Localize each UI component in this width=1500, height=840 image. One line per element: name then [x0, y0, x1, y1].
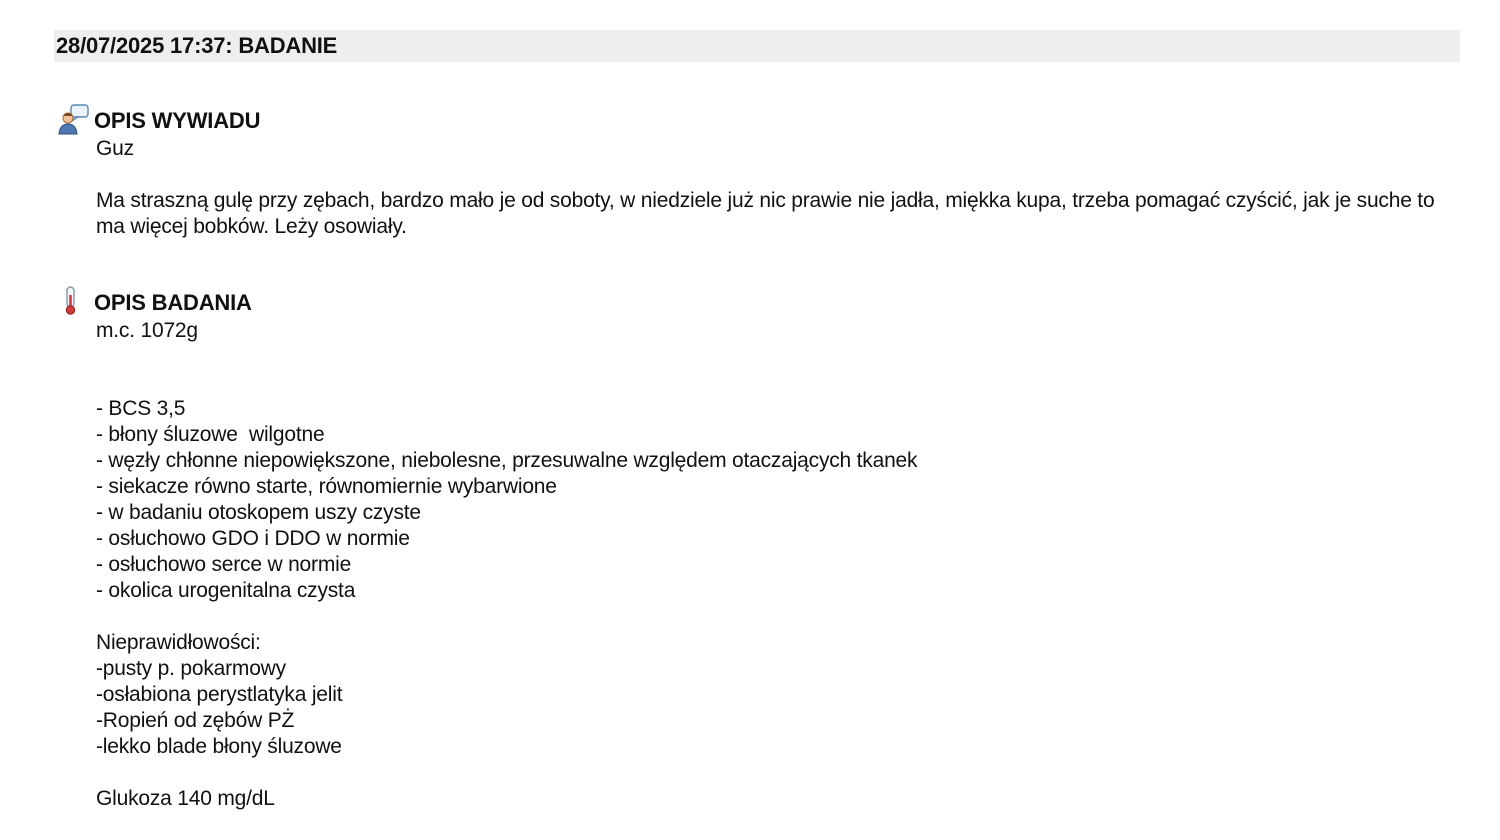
interview-section: [56, 106, 1456, 240]
finding-item: - siekacze równo starte, równomiernie wybarwione: [96, 475, 557, 498]
abnormality-item: -osłabiona perystlatyka jelit: [96, 683, 343, 706]
interview-description: Ma straszną gulę przy zębach, bardzo mało je od soboty, w niedziele już nic prawie nie jadła, miękka kupa, trzeba pomagać czyścić, jak je suche to ma więcej bobków. Leży osowiały.: [96, 189, 1435, 238]
person-speech-bubble-icon: [56, 104, 90, 136]
record-header: [54, 30, 1460, 62]
abnormalities-list: [96, 656, 1456, 760]
examination-section-header: [56, 288, 1456, 318]
interview-section-header: [56, 106, 1456, 136]
abnormality-item: -lekko blade błony śluzowe: [96, 735, 342, 758]
finding-item: - osłuchowo GDO i DDO w normie: [96, 527, 410, 550]
finding-item: - BCS 3,5: [96, 397, 186, 420]
thermometer-icon: [56, 286, 90, 318]
record-title: 28/07/2025 17:37: BADANIE: [56, 33, 338, 58]
examination-section: [56, 288, 1456, 812]
finding-item: - osłuchowo serce w normie: [96, 553, 352, 576]
interview-body: [96, 136, 1456, 240]
finding-item: - błony śluzowe wilgotne: [96, 423, 325, 446]
findings-list: [96, 396, 1456, 604]
finding-item: - w badaniu otoskopem uszy czyste: [96, 501, 421, 524]
examination-section-title: OPIS BADANIA: [94, 290, 252, 315]
abnormalities-label: Nieprawidłowości:: [96, 631, 261, 654]
examination-body: [96, 318, 1456, 812]
abnormality-item: -pusty p. pokarmowy: [96, 657, 286, 680]
abnormality-item: -Ropień od zębów PŻ: [96, 709, 295, 732]
finding-item: - okolica urogenitalna czysta: [96, 579, 356, 602]
weight-line: m.c. 1072g: [96, 319, 198, 342]
finding-item: - węzły chłonne niepowiększone, niebolesne, przesuwalne względem otaczających tkanek: [96, 449, 918, 472]
interview-section-title: OPIS WYWIADU: [94, 108, 261, 133]
glucose-line: Glukoza 140 mg/dL: [96, 787, 275, 810]
interview-subject: Guz: [96, 137, 134, 160]
